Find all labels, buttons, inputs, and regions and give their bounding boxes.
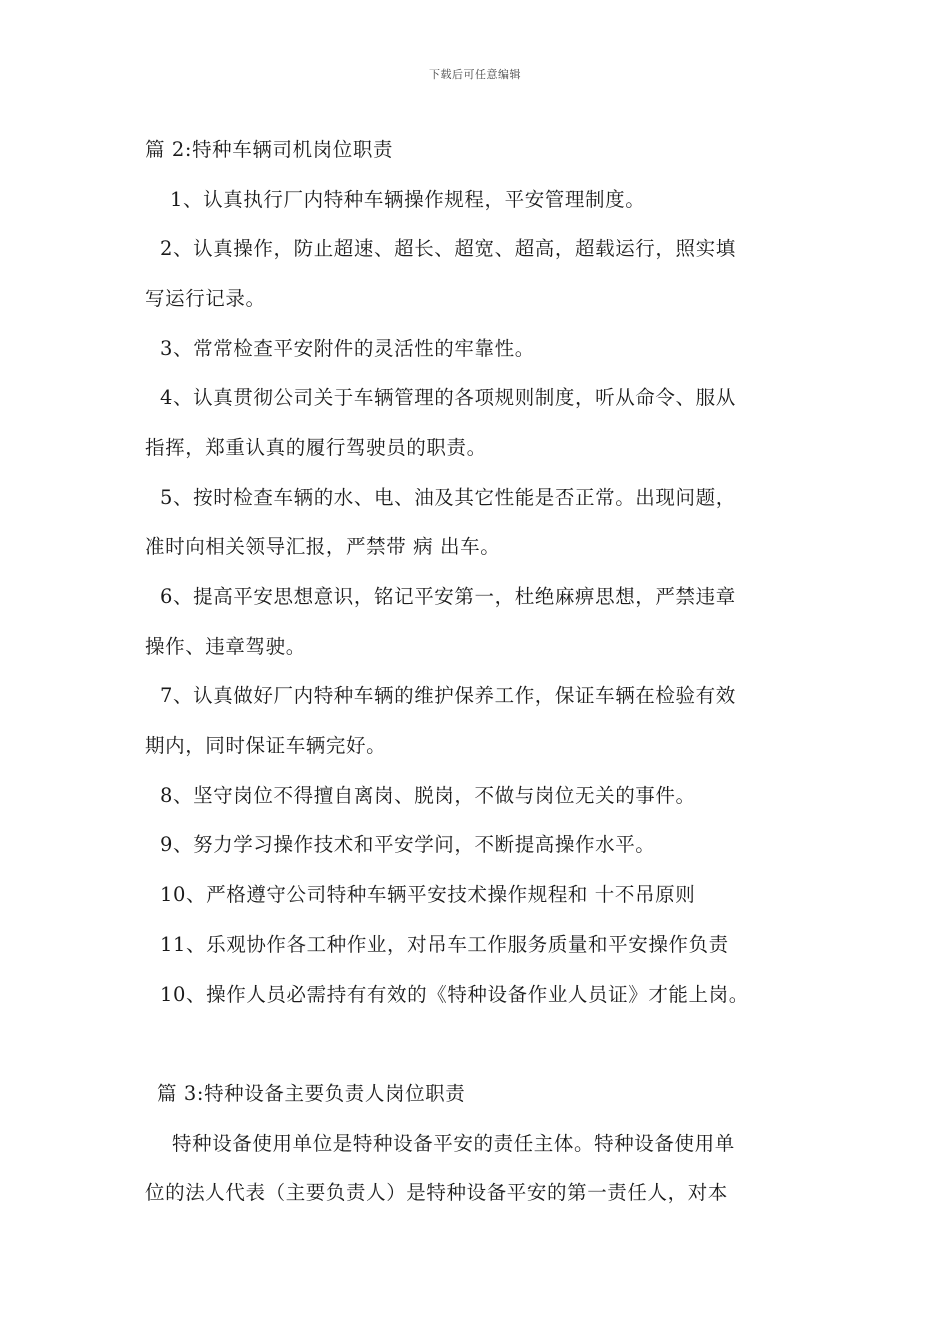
paragraph-line: 5、按时检查车辆的水、电、油及其它性能是否正常。出现问题， — [160, 486, 736, 509]
paragraph-line: 特种设备使用单位是特种设备平安的责任主体。特种设备使用单 — [172, 1132, 735, 1155]
paragraph-line: 7、认真做好厂内特种车辆的维护保养工作，保证车辆在检验有效 — [160, 684, 736, 707]
paragraph-line: 11、乐观协作各工种作业，对吊车工作服务质量和平安操作负责 — [160, 933, 729, 956]
paragraph-line: 10、操作人员必需持有有效的《特种设备作业人员证》才能上岗。 — [160, 983, 749, 1006]
paragraph-line: 10、严格遵守公司特种车辆平安技术操作规程和 十不吊原则 — [160, 883, 696, 906]
section-2-title: 篇 2:特种车辆司机岗位职责 — [145, 138, 394, 161]
paragraph-line: 8、坚守岗位不得擅自离岗、脱岗，不做与岗位无关的事件。 — [160, 784, 696, 807]
section-3-title: 篇 3:特种设备主要负责人岗位职责 — [157, 1082, 466, 1105]
paragraph-line: 期内，同时保证车辆完好。 — [145, 734, 387, 757]
paragraph-line: 2、认真操作，防止超速、超长、超宽、超高，超载运行，照实填 — [160, 237, 736, 260]
paragraph-line: 写运行记录。 — [145, 287, 266, 310]
paragraph-line: 4、认真贯彻公司关于车辆管理的各项规则制度，听从命令、服从 — [160, 386, 736, 409]
paragraph-line: 指挥，郑重认真的履行驾驶员的职责。 — [145, 436, 487, 459]
paragraph-line: 9、努力学习操作技术和平安学问，不断提高操作水平。 — [160, 833, 656, 856]
paragraph-line: 6、提高平安思想意识，铭记平安第一，杜绝麻痹思想，严禁违章 — [160, 585, 736, 608]
paragraph-line: 3、常常检查平安附件的灵活性的牢靠性。 — [160, 337, 535, 360]
paragraph-line: 位的法人代表（主要负责人）是特种设备平安的第一责任人，对本 — [145, 1181, 728, 1204]
paragraph-line: 准时向相关领导汇报，严禁带 病 出车。 — [145, 535, 501, 558]
header-note: 下载后可任意编辑 — [429, 68, 521, 81]
paragraph-line: 1、认真执行厂内特种车辆操作规程，平安管理制度。 — [170, 188, 646, 211]
paragraph-line: 操作、违章驾驶。 — [145, 635, 306, 658]
